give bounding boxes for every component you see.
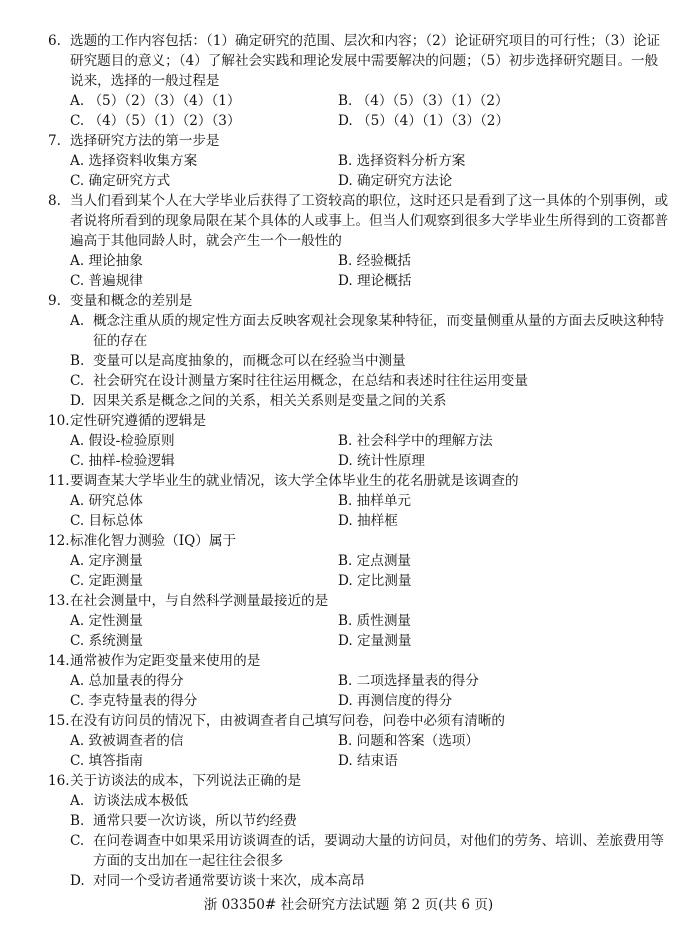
options bbox=[0, 611, 697, 651]
option-label: A. bbox=[70, 793, 85, 809]
option-a: A. 选择资料收集方案 bbox=[70, 153, 198, 169]
exam-page bbox=[0, 31, 697, 891]
option-c: C. 定距测量 bbox=[70, 573, 143, 589]
option-b: B. 质性测量 bbox=[338, 613, 412, 629]
option-b: B. 选择资料分析方案 bbox=[338, 153, 466, 169]
option-b: B. 经验概括 bbox=[338, 253, 412, 269]
option-c: C. 填答指南 bbox=[70, 753, 143, 769]
question-10 bbox=[0, 411, 697, 471]
question-16 bbox=[0, 771, 697, 891]
question-number: 6. bbox=[48, 33, 61, 49]
question-number: 15. bbox=[48, 713, 70, 729]
question-number: 7. bbox=[48, 133, 61, 149]
question-stem: 标准化智力测验（IQ）属于 bbox=[70, 533, 237, 549]
question-number: 16. bbox=[48, 773, 70, 789]
question-12 bbox=[0, 531, 697, 591]
option-d: D. 定量测量 bbox=[338, 633, 412, 649]
option-c: C. 抽样-检验逻辑 bbox=[70, 453, 175, 469]
option-b: B. 定点测量 bbox=[338, 553, 412, 569]
question-stem: 要调查某大学毕业生的就业情况，该大学全体毕业生的花名册就是该调查的 bbox=[70, 473, 519, 489]
option-a: A. 研究总体 bbox=[70, 493, 143, 509]
option-a: A. 总加量表的得分 bbox=[70, 673, 184, 689]
option-c: C. 目标总体 bbox=[70, 513, 143, 529]
options bbox=[0, 91, 697, 131]
question-stem: 选择研究方法的第一步是 bbox=[70, 133, 220, 149]
question-7 bbox=[0, 131, 697, 191]
question-11 bbox=[0, 471, 697, 531]
option-c bbox=[70, 831, 697, 871]
option-label: B. bbox=[70, 813, 85, 829]
option-label: D. bbox=[70, 393, 85, 409]
option-c: C. 确定研究方式 bbox=[70, 173, 171, 189]
option-c: C. （4）（5）（1）（2）（3） bbox=[70, 113, 241, 129]
question-14 bbox=[0, 651, 697, 711]
options bbox=[0, 151, 697, 191]
question-15 bbox=[0, 711, 697, 771]
option-a: A. 定性测量 bbox=[70, 613, 143, 629]
option-a: A. 定序测量 bbox=[70, 553, 143, 569]
option-label: A. bbox=[70, 313, 85, 329]
option-d: D. 抽样框 bbox=[338, 513, 398, 529]
option-text: 访谈法成本极低 bbox=[93, 793, 189, 809]
question-stem: 定性研究遵循的逻辑是 bbox=[70, 413, 206, 429]
option-label: C. bbox=[70, 833, 85, 849]
option-d: D. 定比测量 bbox=[338, 573, 412, 589]
question-number: 11. bbox=[48, 473, 70, 489]
options bbox=[0, 491, 697, 531]
option-b: B. 社会科学中的理解方法 bbox=[338, 433, 493, 449]
option-c bbox=[70, 371, 697, 391]
option-text: 在问卷调查中如果采用访谈调查的话，要调动大量的访问员，对他们的劳务、培训、差旅费用等方面的支出加在一起往往会很多 bbox=[93, 833, 664, 869]
option-text: 因果关系是概念之间的关系，相关关系则是变量之间的关系 bbox=[93, 393, 447, 409]
question-stem: 关于访谈法的成本，下列说法正确的是 bbox=[70, 773, 302, 789]
option-b: B. （4）（5）（3）（1）（2） bbox=[338, 93, 509, 109]
options bbox=[0, 731, 697, 771]
question-stem: 在没有访问员的情况下，由被调查者自己填写问卷，问卷中必须有清晰的 bbox=[70, 713, 505, 729]
option-d: D. 理论概括 bbox=[338, 273, 412, 289]
option-a: A. 致被调查者的信 bbox=[70, 733, 184, 749]
option-d: D. 结束语 bbox=[338, 753, 398, 769]
option-text: 通常只要一次访谈，所以节约经费 bbox=[93, 813, 297, 829]
option-text: 对同一个受访者通常要访谈十来次，成本高昂 bbox=[93, 873, 365, 889]
option-d: D. （5）（4）（1）（3）（2） bbox=[338, 113, 510, 129]
question-number: 14. bbox=[48, 653, 70, 669]
question-9 bbox=[0, 291, 697, 411]
option-label: C. bbox=[70, 373, 85, 389]
options bbox=[0, 251, 697, 291]
page-footer: 浙 03350# 社会研究方法试题 第 2 页(共 6 页) bbox=[203, 897, 494, 913]
option-text: 变量可以是高度抽象的，而概念可以在经验当中测量 bbox=[93, 353, 406, 369]
option-c: C. 系统测量 bbox=[70, 633, 143, 649]
option-text: 社会研究在设计测量方案时往往运用概念，在总结和表述时往往运用变量 bbox=[93, 373, 528, 389]
options bbox=[0, 791, 697, 891]
question-6 bbox=[0, 31, 697, 131]
option-d bbox=[70, 871, 697, 891]
option-label: B. bbox=[70, 353, 85, 369]
option-label: D. bbox=[70, 873, 85, 889]
question-stem: 通常被作为定距变量来使用的是 bbox=[70, 653, 261, 669]
option-a: A. 假设-检验原则 bbox=[70, 433, 175, 449]
question-number: 10. bbox=[48, 413, 70, 429]
question-8 bbox=[0, 191, 697, 291]
option-d: D. 统计性原理 bbox=[338, 453, 426, 469]
option-b: B. 问题和答案（选项） bbox=[338, 733, 479, 749]
options bbox=[0, 671, 697, 711]
option-c: C. 普遍规律 bbox=[70, 273, 143, 289]
question-13 bbox=[0, 591, 697, 651]
option-text: 概念注重从质的规定性方面去反映客观社会现象某种特征，而变量侧重从量的方面去反映这种特征的存在 bbox=[93, 313, 664, 349]
option-a: A. （5）（2）（3）（4）（1） bbox=[70, 93, 241, 109]
option-b bbox=[70, 811, 697, 831]
option-d: D. 再测信度的得分 bbox=[338, 693, 453, 709]
options bbox=[0, 311, 697, 411]
option-b bbox=[70, 351, 697, 371]
question-stem: 在社会测量中，与自然科学测量最接近的是 bbox=[70, 593, 329, 609]
question-number: 8. bbox=[48, 193, 61, 209]
option-b: B. 二项选择量表的得分 bbox=[338, 673, 479, 689]
question-stem: 变量和概念的差别是 bbox=[70, 293, 193, 309]
question-number: 9. bbox=[48, 293, 61, 309]
option-d bbox=[70, 391, 697, 411]
option-b: B. 抽样单元 bbox=[338, 493, 412, 509]
option-d: D. 确定研究方法论 bbox=[338, 173, 453, 189]
options bbox=[0, 551, 697, 591]
question-stem: 选题的工作内容包括：（1）确定研究的范围、层次和内容；（2）论证研究项目的可行性；（3）论证研究题目的意义；（4）了解社会实践和理论发展中需要解决的问题；（5）初步选择研究题目。一般说来，选择的一般过程是 bbox=[70, 33, 661, 89]
option-a bbox=[70, 791, 697, 811]
option-a bbox=[70, 311, 697, 351]
question-stem: 当人们看到某个人在大学毕业后获得了工资较高的职位，这时还只是看到了这一具体的个别事例，或者说将所看到的现象局限在某个具体的人或事上。但当人们观察到很多大学毕业生所得到的工资都普遍高于其他同龄人时，就会产生一个一般性的 bbox=[70, 193, 669, 249]
option-a: A. 理论抽象 bbox=[70, 253, 143, 269]
question-number: 12. bbox=[48, 533, 70, 549]
question-number: 13. bbox=[48, 593, 70, 609]
options bbox=[0, 431, 697, 471]
option-c: C. 李克特量表的得分 bbox=[70, 693, 198, 709]
